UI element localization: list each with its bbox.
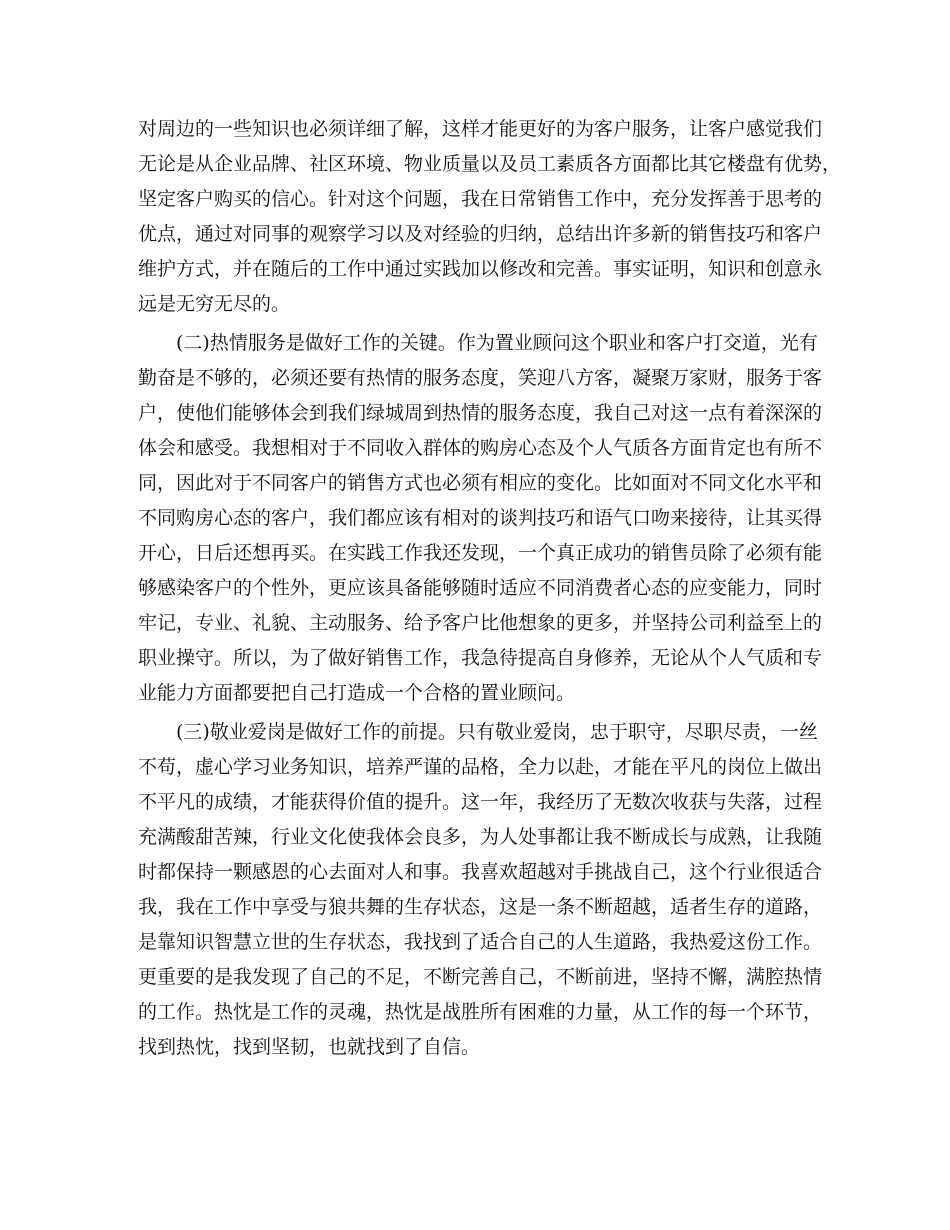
text-line: 够感染客户的个性外，更应该具备能够随时适应不同消费者心态的应变能力，同时 <box>138 577 823 599</box>
text-line: 是靠知识智慧立世的生存状态，我找到了适合自己的人生道路，我热爱这份工作。 <box>138 931 823 953</box>
text-line: 勤奋是不够的，必须还要有热情的服务态度，笑迎八方客，凝聚万家财，服务于客 <box>138 367 823 389</box>
text-line: 维护方式，并在随后的工作中通过实践加以修改和完善。事实证明，知识和创意永 <box>138 258 823 280</box>
text-line: 充满酸甜苦辣，行业文化使我体会良多，为人处事都让我不断成长与成熟，让我随 <box>138 826 823 848</box>
text-line: 业能力方面都要把自己打造成一个合格的置业顾问。 <box>138 682 576 704</box>
text-line: 找到热忱，找到坚韧，也就找到了自信。 <box>138 1036 481 1058</box>
text-line: 职业操守。所以，为了做好销售工作，我急待提高自身修养，无论从个人气质和专 <box>138 647 823 669</box>
body-text <box>138 112 842 1065</box>
text-line: 不苟，虚心学习业务知识，培养严谨的品格，全力以赴，才能在平凡的岗位上做出 <box>138 756 823 778</box>
text-line: 坚定客户购买的信心。针对这个问题，我在日常销售工作中，充分发挥善于思考的 <box>138 188 823 210</box>
text-line: 远是无穷无尽的。 <box>138 293 291 315</box>
text-line: 同，因此对于不同客户的销售方式也必须有相应的变化。比如面对不同文化水平和 <box>138 472 823 494</box>
text-line: 优点，通过对同事的观察学习以及对经验的归纳，总结出许多新的销售技巧和客户 <box>138 223 823 245</box>
text-line: 时都保持一颗感恩的心去面对人和事。我喜欢超越对手挑战自己，这个行业很适合 <box>138 861 823 883</box>
text-line: (二)热情服务是做好工作的关键。作为置业顾问这个职业和客户打交道，光有 <box>138 332 818 354</box>
text-line: (三)敬业爱岗是做好工作的前提。只有敬业爱岗，忠于职守，尽职尽责，一丝 <box>138 721 818 743</box>
text-line: 不平凡的成绩，才能获得价值的提升。这一年，我经历了无数次收获与失落，过程 <box>138 791 823 813</box>
text-line: 不同购房心态的客户，我们都应该有相对的谈判技巧和语气口吻来接待，让其买得 <box>138 507 823 529</box>
text-line: 对周边的一些知识也必须详细了解，这样才能更好的为客户服务，让客户感觉我们 <box>138 118 823 140</box>
text-line: 开心，日后还想再买。在实践工作我还发现，一个真正成功的销售员除了必须有能 <box>138 542 823 564</box>
text-line: 我，我在工作中享受与狼共舞的生存状态，这是一条不断超越，适者生存的道路， <box>138 896 823 918</box>
text-line: 户，使他们能够体会到我们绿城周到热情的服务态度，我自己对这一点有着深深的 <box>138 402 823 424</box>
text-line: 更重要的是我发现了自己的不足，不断完善自己，不断前进，坚持不懈，满腔热情 <box>138 966 823 988</box>
text-line: 的工作。热忱是工作的灵魂，热忱是战胜所有困难的力量，从工作的每一个环节， <box>138 1001 823 1023</box>
text-line: 体会和感受。我想相对于不同收入群体的购房心态及个人气质各方面肯定也有所不 <box>138 437 823 459</box>
text-line: 无论是从企业品牌、社区环境、物业质量以及员工素质各方面都比其它楼盘有优势， <box>138 153 842 175</box>
text-line: 牢记，专业、礼貌、主动服务、给予客户比他想象的更多，并坚持公司利益至上的 <box>138 612 823 634</box>
